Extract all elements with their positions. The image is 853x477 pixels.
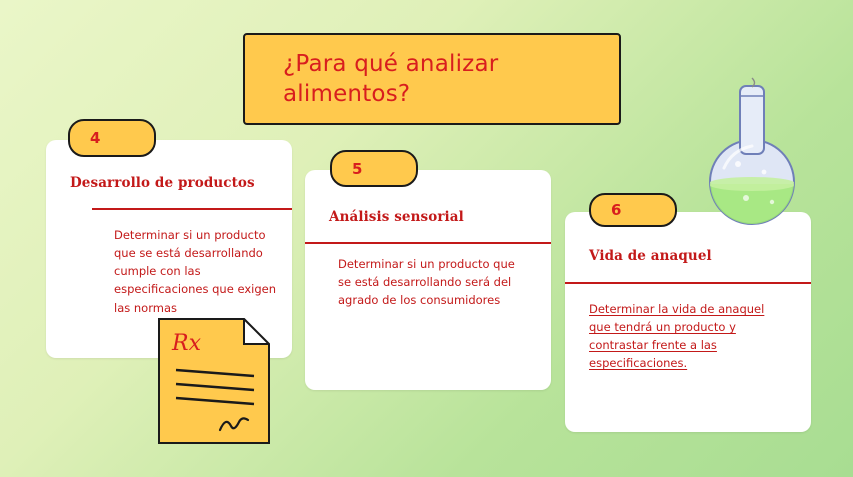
card-number-badge-5	[330, 150, 418, 187]
card-number-label-5: 5	[352, 159, 363, 178]
round-bottom-flask-icon	[694, 72, 810, 227]
prescription-note-icon	[158, 318, 270, 444]
card-divider-4	[92, 208, 292, 210]
card-body-6: Determinar la vida de anaquel que tendrá un producto y contrastar frente a las especificaciones.	[589, 302, 765, 371]
info-card-5[interactable]	[305, 170, 551, 390]
card-divider-5	[305, 242, 551, 244]
card-body-4: Determinar si un producto que se está desarrollando cumple con las especificaciones que exigen las normas	[114, 228, 276, 315]
card-title-5: Análisis sensorial	[329, 209, 464, 225]
page-title: ¿Para qué analizar alimentos?	[283, 50, 499, 107]
card-title-6: Vida de anaquel	[589, 248, 712, 264]
card-number-badge-6	[589, 193, 677, 227]
svg-text:Rx: Rx	[172, 331, 201, 356]
card-body-5: Determinar si un producto que se está desarrollando será del agrado de los consumidores	[338, 257, 515, 308]
card-number-label-6: 6	[611, 201, 622, 219]
card-number-label-4: 4	[90, 129, 101, 147]
card-number-badge-4	[68, 119, 156, 157]
card-title-4: Desarrollo de productos	[70, 175, 255, 191]
title-banner	[243, 33, 621, 125]
info-card-6[interactable]	[565, 212, 811, 432]
card-divider-6	[565, 282, 811, 284]
